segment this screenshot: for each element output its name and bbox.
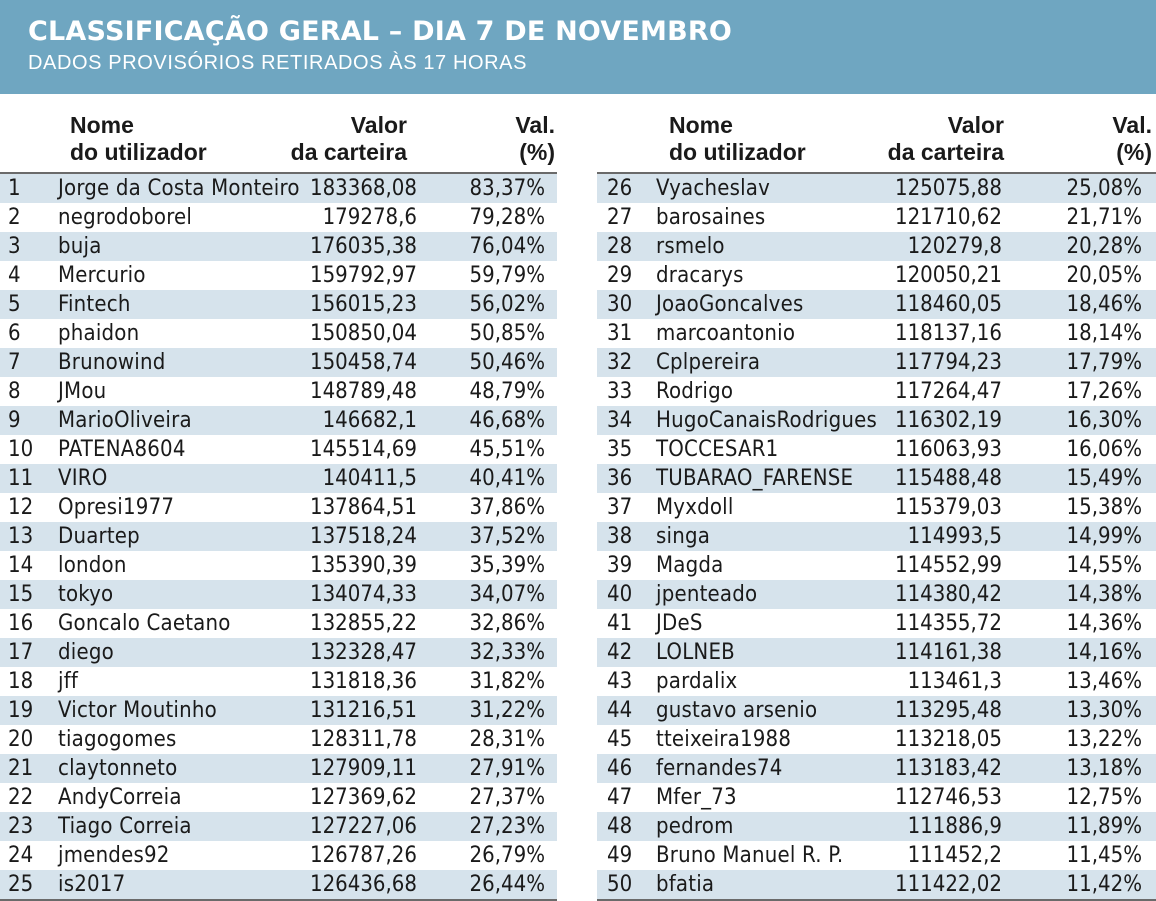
percent-change-cell: 48,79% — [469, 379, 545, 404]
portfolio-value-cell: 115488,48 — [894, 466, 1002, 491]
column-header-pct: Val. (%) — [515, 112, 555, 165]
page-title: CLASSIFICAÇÃO GERAL – DIA 7 DE NOVEMBRO — [28, 16, 733, 47]
header-banner — [0, 0, 1156, 94]
table-row — [597, 754, 1156, 783]
portfolio-value-cell: 118460,05 — [894, 292, 1002, 317]
table-row — [0, 348, 557, 377]
table-row — [0, 638, 557, 667]
rank-cell: 13 — [8, 524, 34, 549]
percent-change-cell: 18,14% — [1066, 321, 1142, 346]
portfolio-value-cell: 111422,02 — [894, 872, 1002, 897]
percent-change-cell: 14,36% — [1066, 611, 1142, 636]
username-cell: LOLNEB — [656, 640, 735, 665]
username-cell: is2017 — [58, 872, 126, 897]
table-header — [0, 94, 557, 172]
rank-cell: 36 — [607, 466, 633, 491]
portfolio-value-cell: 114993,5 — [907, 524, 1002, 549]
portfolio-value-cell: 150458,74 — [309, 350, 417, 375]
percent-change-cell: 13,18% — [1066, 756, 1142, 781]
percent-change-cell: 37,52% — [469, 524, 545, 549]
username-cell: Duartep — [58, 524, 140, 549]
username-cell: Fintech — [58, 292, 131, 317]
portfolio-value-cell: 120050,21 — [894, 263, 1002, 288]
table-row — [597, 870, 1156, 899]
table-row — [597, 841, 1156, 870]
table-row — [0, 841, 557, 870]
table-row — [0, 319, 557, 348]
rank-cell: 46 — [607, 756, 633, 781]
rank-cell: 7 — [8, 350, 21, 375]
rank-cell: 33 — [607, 379, 633, 404]
username-cell: Tiago Correia — [58, 814, 192, 839]
portfolio-value-cell: 113218,05 — [894, 727, 1002, 752]
percent-change-cell: 16,30% — [1066, 408, 1142, 433]
rank-cell: 28 — [607, 234, 633, 259]
percent-change-cell: 26,79% — [469, 843, 545, 868]
portfolio-value-cell: 115379,03 — [894, 495, 1002, 520]
portfolio-value-cell: 121710,62 — [894, 205, 1002, 230]
username-cell: PATENA8604 — [58, 437, 186, 462]
percent-change-cell: 45,51% — [469, 437, 545, 462]
table-row — [597, 812, 1156, 841]
portfolio-value-cell: 132328,47 — [309, 640, 417, 665]
column-header-name: Nome do utilizador — [669, 112, 806, 165]
table-row — [597, 638, 1156, 667]
percent-change-cell: 14,16% — [1066, 640, 1142, 665]
percent-change-cell: 14,55% — [1066, 553, 1142, 578]
username-cell: marcoantonio — [656, 321, 796, 346]
percent-change-cell: 50,85% — [469, 321, 545, 346]
percent-change-cell: 11,42% — [1066, 872, 1142, 897]
rank-cell: 12 — [8, 495, 34, 520]
ranking-table-right — [597, 94, 1156, 901]
table-row — [0, 580, 557, 609]
rank-cell: 48 — [607, 814, 633, 839]
rank-cell: 25 — [8, 872, 34, 897]
portfolio-value-cell: 116063,93 — [894, 437, 1002, 462]
percent-change-cell: 76,04% — [469, 234, 545, 259]
table-row — [0, 812, 557, 841]
rank-cell: 35 — [607, 437, 633, 462]
percent-change-cell: 37,86% — [469, 495, 545, 520]
username-cell: Myxdoll — [656, 495, 734, 520]
portfolio-value-cell: 137864,51 — [309, 495, 417, 520]
username-cell: claytonneto — [58, 756, 178, 781]
table-row — [597, 290, 1156, 319]
rank-cell: 47 — [607, 785, 633, 810]
rank-cell: 38 — [607, 524, 633, 549]
username-cell: pedrom — [656, 814, 734, 839]
portfolio-value-cell: 125075,88 — [894, 176, 1002, 201]
username-cell: Jorge da Costa Monteiro — [58, 176, 300, 201]
portfolio-value-cell: 116302,19 — [894, 408, 1002, 433]
rank-cell: 31 — [607, 321, 633, 346]
percent-change-cell: 27,91% — [469, 756, 545, 781]
username-cell: JDeS — [656, 611, 703, 636]
table-row — [597, 580, 1156, 609]
rank-cell: 3 — [8, 234, 21, 259]
username-cell: tokyo — [58, 582, 114, 607]
table-row — [597, 551, 1156, 580]
username-cell: rsmelo — [656, 234, 725, 259]
portfolio-value-cell: 120279,8 — [907, 234, 1002, 259]
percent-change-cell: 25,08% — [1066, 176, 1142, 201]
percent-change-cell: 11,45% — [1066, 843, 1142, 868]
rank-cell: 39 — [607, 553, 633, 578]
table-row — [0, 493, 557, 522]
portfolio-value-cell: 111452,2 — [907, 843, 1002, 868]
table-body — [597, 172, 1156, 901]
portfolio-value-cell: 150850,04 — [309, 321, 417, 346]
percent-change-cell: 35,39% — [469, 553, 545, 578]
rank-cell: 8 — [8, 379, 21, 404]
percent-change-cell: 27,23% — [469, 814, 545, 839]
rank-cell: 40 — [607, 582, 633, 607]
username-cell: bfatia — [656, 872, 715, 897]
rank-cell: 29 — [607, 263, 633, 288]
table-row — [0, 667, 557, 696]
table-row — [0, 783, 557, 812]
rank-cell: 2 — [8, 205, 21, 230]
table-row — [597, 783, 1156, 812]
percent-change-cell: 13,22% — [1066, 727, 1142, 752]
percent-change-cell: 18,46% — [1066, 292, 1142, 317]
percent-change-cell: 20,05% — [1066, 263, 1142, 288]
table-row — [597, 725, 1156, 754]
percent-change-cell: 46,68% — [469, 408, 545, 433]
username-cell: buja — [58, 234, 102, 259]
username-cell: Goncalo Caetano — [58, 611, 231, 636]
portfolio-value-cell: 113183,42 — [894, 756, 1002, 781]
rank-cell: 6 — [8, 321, 21, 346]
username-cell: Mfer_73 — [656, 785, 737, 810]
table-row — [597, 667, 1156, 696]
username-cell: HugoCanaisRodrigues — [656, 408, 878, 433]
percent-change-cell: 79,28% — [469, 205, 545, 230]
table-row — [0, 551, 557, 580]
portfolio-value-cell: 127909,11 — [309, 756, 417, 781]
table-body — [0, 172, 557, 901]
percent-change-cell: 12,75% — [1066, 785, 1142, 810]
portfolio-value-cell: 127369,62 — [309, 785, 417, 810]
table-row — [0, 377, 557, 406]
rank-cell: 43 — [607, 669, 633, 694]
percent-change-cell: 14,99% — [1066, 524, 1142, 549]
percent-change-cell: 40,41% — [469, 466, 545, 491]
rank-cell: 5 — [8, 292, 21, 317]
table-row — [0, 870, 557, 899]
rank-cell: 19 — [8, 698, 34, 723]
portfolio-value-cell: 137518,24 — [309, 524, 417, 549]
percent-change-cell: 32,33% — [469, 640, 545, 665]
table-row — [597, 464, 1156, 493]
percent-change-cell: 56,02% — [469, 292, 545, 317]
table-row — [0, 696, 557, 725]
table-row — [0, 261, 557, 290]
percent-change-cell: 13,46% — [1066, 669, 1142, 694]
table-row — [0, 522, 557, 551]
percent-change-cell: 16,06% — [1066, 437, 1142, 462]
username-cell: Victor Moutinho — [58, 698, 217, 723]
portfolio-value-cell: 131818,36 — [309, 669, 417, 694]
portfolio-value-cell: 114380,42 — [894, 582, 1002, 607]
username-cell: Mercurio — [58, 263, 146, 288]
percent-change-cell: 14,38% — [1066, 582, 1142, 607]
username-cell: diego — [58, 640, 114, 665]
percent-change-cell: 28,31% — [469, 727, 545, 752]
portfolio-value-cell: 148789,48 — [309, 379, 417, 404]
username-cell: Magda — [656, 553, 724, 578]
rank-cell: 20 — [8, 727, 34, 752]
rank-cell: 9 — [8, 408, 21, 433]
rank-cell: 32 — [607, 350, 633, 375]
table-row — [0, 435, 557, 464]
percent-change-cell: 15,49% — [1066, 466, 1142, 491]
username-cell: fernandes74 — [656, 756, 783, 781]
percent-change-cell: 17,26% — [1066, 379, 1142, 404]
table-row — [597, 319, 1156, 348]
percent-change-cell: 50,46% — [469, 350, 545, 375]
rank-cell: 45 — [607, 727, 633, 752]
table-row — [597, 348, 1156, 377]
table-row — [597, 203, 1156, 232]
rank-cell: 50 — [607, 872, 633, 897]
table-row — [597, 232, 1156, 261]
percent-change-cell: 21,71% — [1066, 205, 1142, 230]
ranking-table-left — [0, 94, 557, 901]
table-row — [597, 377, 1156, 406]
table-row — [597, 609, 1156, 638]
username-cell: TUBARAO_FARENSE — [656, 466, 854, 491]
portfolio-value-cell: 117264,47 — [894, 379, 1002, 404]
column-header-value: Valor da carteira — [887, 112, 1004, 165]
table-row — [597, 696, 1156, 725]
username-cell: tiagogomes — [58, 727, 177, 752]
rank-cell: 16 — [8, 611, 34, 636]
table-row — [0, 725, 557, 754]
table-row — [0, 174, 557, 203]
portfolio-value-cell: 145514,69 — [309, 437, 417, 462]
portfolio-value-cell: 117794,23 — [894, 350, 1002, 375]
table-row — [597, 406, 1156, 435]
rank-cell: 41 — [607, 611, 633, 636]
portfolio-value-cell: 114552,99 — [894, 553, 1002, 578]
portfolio-value-cell: 176035,38 — [309, 234, 417, 259]
table-row — [0, 609, 557, 638]
rank-cell: 26 — [607, 176, 633, 201]
page-subtitle: DADOS PROVISÓRIOS RETIRADOS ÀS 17 HORAS — [28, 52, 528, 74]
username-cell: tteixeira1988 — [656, 727, 792, 752]
table-row — [0, 203, 557, 232]
rank-cell: 14 — [8, 553, 34, 578]
username-cell: dracarys — [656, 263, 744, 288]
table-row — [0, 290, 557, 319]
percent-change-cell: 83,37% — [469, 176, 545, 201]
username-cell: barosaines — [656, 205, 766, 230]
portfolio-value-cell: 146682,1 — [322, 408, 417, 433]
ranking-tables — [0, 94, 1156, 900]
portfolio-value-cell: 140411,5 — [322, 466, 417, 491]
rank-cell: 24 — [8, 843, 34, 868]
percent-change-cell: 34,07% — [469, 582, 545, 607]
percent-change-cell: 11,89% — [1066, 814, 1142, 839]
portfolio-value-cell: 159792,97 — [309, 263, 417, 288]
username-cell: negrodoborel — [58, 205, 193, 230]
username-cell: jff — [58, 669, 79, 694]
rank-cell: 44 — [607, 698, 633, 723]
username-cell: phaidon — [58, 321, 140, 346]
percent-change-cell: 26,44% — [469, 872, 545, 897]
rank-cell: 21 — [8, 756, 34, 781]
percent-change-cell: 59,79% — [469, 263, 545, 288]
portfolio-value-cell: 179278,6 — [322, 205, 417, 230]
table-row — [0, 464, 557, 493]
username-cell: TOCCESAR1 — [656, 437, 779, 462]
percent-change-cell: 15,38% — [1066, 495, 1142, 520]
table-row — [597, 522, 1156, 551]
username-cell: AndyCorreia — [58, 785, 182, 810]
table-row — [0, 232, 557, 261]
rank-cell: 34 — [607, 408, 633, 433]
portfolio-value-cell: 127227,06 — [309, 814, 417, 839]
table-row — [0, 754, 557, 783]
rank-cell: 10 — [8, 437, 34, 462]
column-header-pct: Val. (%) — [1112, 112, 1152, 165]
portfolio-value-cell: 114161,38 — [894, 640, 1002, 665]
username-cell: VIRO — [58, 466, 108, 491]
percent-change-cell: 31,22% — [469, 698, 545, 723]
percent-change-cell: 31,82% — [469, 669, 545, 694]
username-cell: london — [58, 553, 127, 578]
rank-cell: 22 — [8, 785, 34, 810]
percent-change-cell: 27,37% — [469, 785, 545, 810]
username-cell: Bruno Manuel R. P. — [656, 843, 844, 868]
rank-cell: 49 — [607, 843, 633, 868]
portfolio-value-cell: 113295,48 — [894, 698, 1002, 723]
portfolio-value-cell: 131216,51 — [309, 698, 417, 723]
portfolio-value-cell: 132855,22 — [309, 611, 417, 636]
rank-cell: 4 — [8, 263, 21, 288]
username-cell: Cplpereira — [656, 350, 761, 375]
portfolio-value-cell: 126436,68 — [309, 872, 417, 897]
username-cell: jmendes92 — [58, 843, 170, 868]
rank-cell: 37 — [607, 495, 633, 520]
percent-change-cell: 32,86% — [469, 611, 545, 636]
username-cell: jpenteado — [656, 582, 758, 607]
username-cell: JMou — [58, 379, 107, 404]
username-cell: gustavo arsenio — [656, 698, 818, 723]
table-row — [597, 435, 1156, 464]
portfolio-value-cell: 134074,33 — [309, 582, 417, 607]
rank-cell: 42 — [607, 640, 633, 665]
portfolio-value-cell: 111886,9 — [907, 814, 1002, 839]
portfolio-value-cell: 126787,26 — [309, 843, 417, 868]
username-cell: JoaoGoncalves — [656, 292, 804, 317]
username-cell: Rodrigo — [656, 379, 734, 404]
username-cell: singa — [656, 524, 711, 549]
username-cell: MarioOliveira — [58, 408, 192, 433]
username-cell: pardalix — [656, 669, 738, 694]
portfolio-value-cell: 135390,39 — [309, 553, 417, 578]
username-cell: Opresi1977 — [58, 495, 175, 520]
username-cell: Vyacheslav — [656, 176, 771, 201]
portfolio-value-cell: 113461,3 — [907, 669, 1002, 694]
rank-cell: 23 — [8, 814, 34, 839]
table-row — [0, 406, 557, 435]
rank-cell: 18 — [8, 669, 34, 694]
table-row — [597, 174, 1156, 203]
column-header-name: Nome do utilizador — [70, 112, 207, 165]
rank-cell: 17 — [8, 640, 34, 665]
table-row — [597, 261, 1156, 290]
rank-cell: 30 — [607, 292, 633, 317]
column-header-value: Valor da carteira — [290, 112, 407, 165]
table-header — [597, 94, 1156, 172]
portfolio-value-cell: 112746,53 — [894, 785, 1002, 810]
portfolio-value-cell: 128311,78 — [309, 727, 417, 752]
rank-cell: 11 — [8, 466, 34, 491]
portfolio-value-cell: 114355,72 — [894, 611, 1002, 636]
portfolio-value-cell: 156015,23 — [309, 292, 417, 317]
rank-cell: 27 — [607, 205, 633, 230]
rank-cell: 15 — [8, 582, 34, 607]
portfolio-value-cell: 183368,08 — [309, 176, 417, 201]
table-row — [597, 493, 1156, 522]
percent-change-cell: 20,28% — [1066, 234, 1142, 259]
rank-cell: 1 — [8, 176, 21, 201]
percent-change-cell: 17,79% — [1066, 350, 1142, 375]
percent-change-cell: 13,30% — [1066, 698, 1142, 723]
portfolio-value-cell: 118137,16 — [894, 321, 1002, 346]
username-cell: Brunowind — [58, 350, 166, 375]
